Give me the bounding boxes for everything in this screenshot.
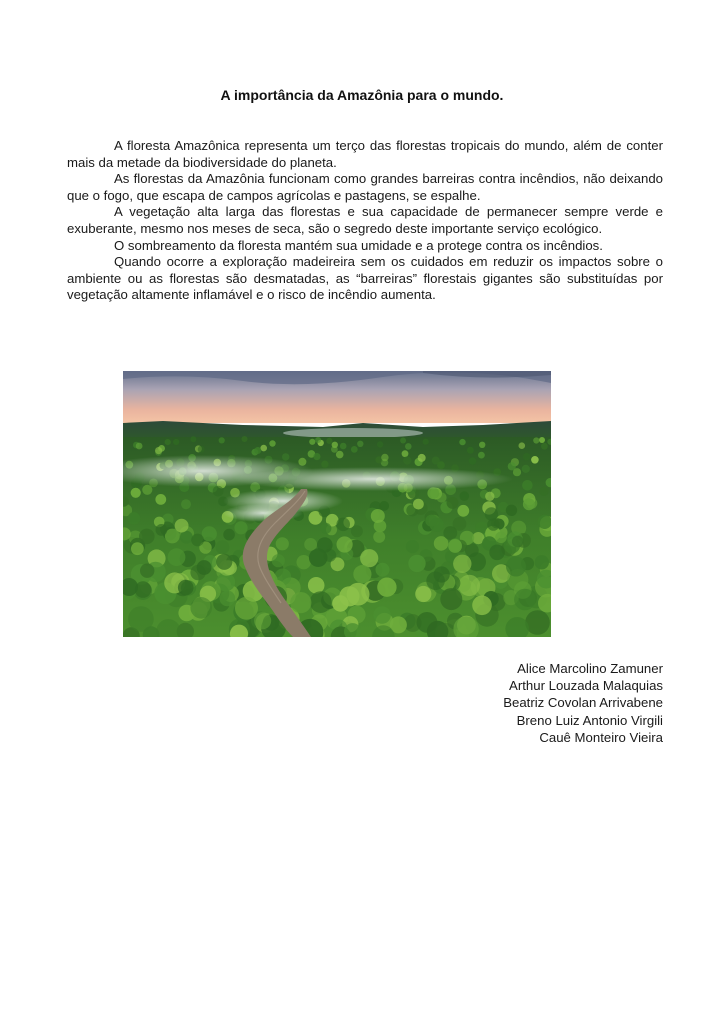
paragraph: A floresta Amazônica representa um terço das florestas tropicais do mundo, além de conter mais da metade da biodiversidade do planeta. [67,138,663,170]
paragraph: O sombreamento da floresta mantém sua umidade e a protege contra os incêndios. [114,237,603,253]
paragraph: A vegetação alta larga das florestas e sua capacidade de permanecer sempre verde e exuberante, mesmo nos meses de seca, são o segredo deste importante serviço ecológico. [67,204,663,236]
body-text [67,138,663,304]
author-name: Beatriz Covolan Arrivabene [503,695,663,711]
author-name: Breno Luiz Antonio Virgili [516,712,663,728]
paragraph: As florestas da Amazônia funcionam como grandes barreiras contra incêndios, não deixando que o fogo, que escapa de campos agrícolas e pastagens, se espalhe. [67,171,663,203]
author-list [363,660,663,746]
paragraph: Quando ocorre a exploração madeireira sem os cuidados em reduzir os impactos sobre o ambiente ou as florestas são desmatadas, as “barreiras” florestais gigantes são substituídas por vegetação altamente inflamável e o risco de incêndio aumenta. [67,254,663,303]
author-name: Alice Marcolino Zamuner [517,661,663,676]
author-name: Arthur Louzada Malaquias [509,678,663,694]
forest-aerial-illustration [123,371,551,637]
document-title: A importância da Amazônia para o mundo. [220,87,504,103]
author-name: Cauê Monteiro Vieira [539,729,663,745]
amazon-forest-photo [123,371,551,637]
